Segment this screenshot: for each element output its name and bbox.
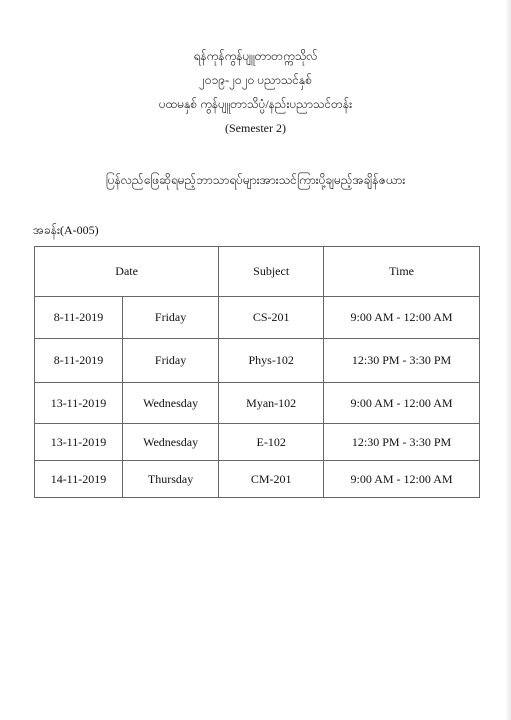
day-cell: Friday [122,297,218,339]
time-cell: 9:00 AM - 12:00 AM [324,461,480,498]
date-cell: 14-11-2019 [35,461,123,498]
time-cell: 12:30 PM - 3:30 PM [324,339,480,383]
subject-cell: E-102 [219,424,324,461]
time-column-header: Time [324,247,480,297]
room-label: အခန်း(A-005) [33,223,99,237]
schedule-title: ပြန်လည်ဖြေဆိုရမည့်ဘာသာရပ်များအားသင်ကြားပို့ချမည့်အချိန်ဇယား [105,173,406,187]
date-cell: 8-11-2019 [35,339,123,383]
date-cell: 8-11-2019 [35,297,123,339]
subject-column-header: Subject [219,247,324,297]
time-cell: 9:00 AM - 12:00 AM [324,383,480,424]
time-cell: 9:00 AM - 12:00 AM [324,297,480,339]
document-header [0,44,511,140]
subject-cell: Myan-102 [219,383,324,424]
table-header-row [35,247,480,297]
day-cell: Wednesday [122,424,218,461]
subject-cell: Phys-102 [219,339,324,383]
date-cell: 13-11-2019 [35,383,123,424]
table-row [35,424,480,461]
subject-cell: CS-201 [219,297,324,339]
date-cell: 13-11-2019 [35,424,123,461]
time-cell: 12:30 PM - 3:30 PM [324,424,480,461]
day-cell: Friday [122,339,218,383]
date-column-header: Date [35,247,219,297]
day-cell: Wednesday [122,383,218,424]
day-cell: Thursday [122,461,218,498]
table-row [35,461,480,498]
subject-cell: CM-201 [219,461,324,498]
table-row [35,339,480,383]
schedule-table [34,246,480,498]
course-title: ပထမနှစ် ကွန်ပျူတာသိပ္ပံ/နည်းပညာသင်တန်း [158,97,353,111]
university-name: ရန်ကုန်ကွန်ပျူတာတက္ကသိုလ် [193,49,318,63]
semester-label: (Semester 2) [225,121,286,135]
table-row [35,383,480,424]
academic-year: ၂၀၁၉-၂၀၂၀ ပညာသင်နှစ် [198,73,312,87]
table-row [35,297,480,339]
